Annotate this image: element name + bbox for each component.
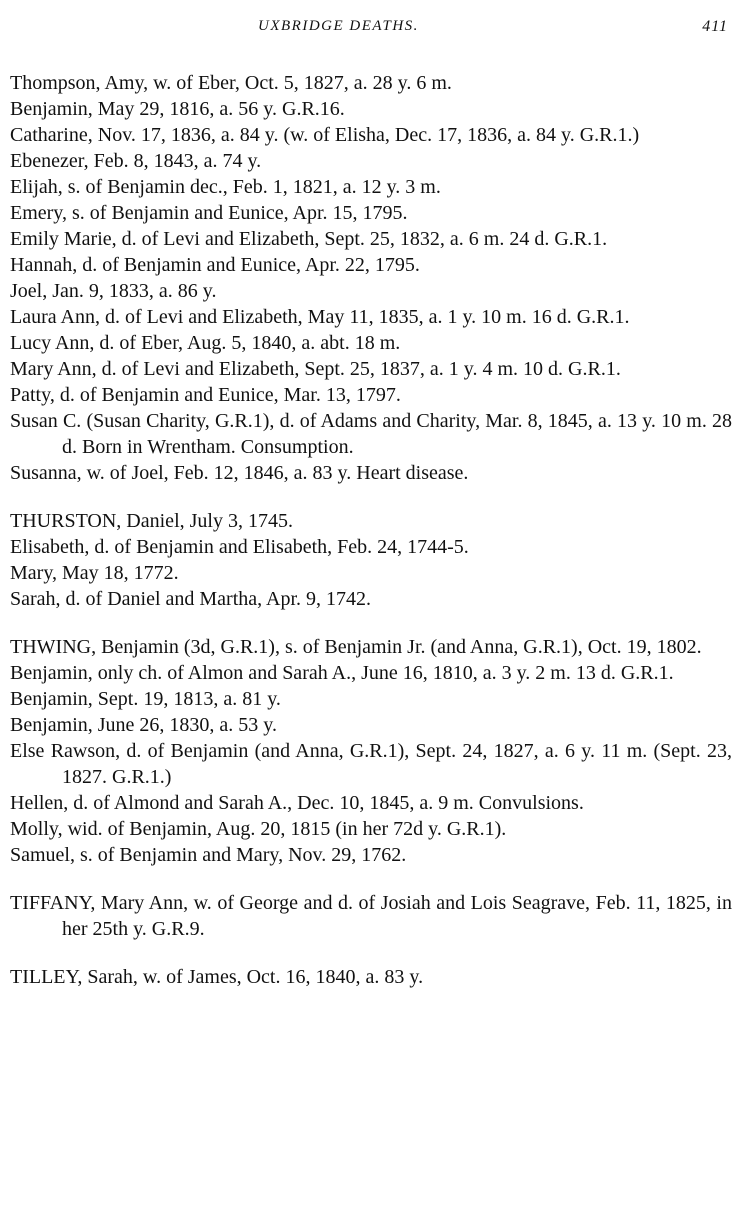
- section-tilley: [10, 964, 732, 990]
- entry: Samuel, s. of Benjamin and Mary, Nov. 29, 1762.: [10, 844, 407, 866]
- entry: Benjamin, May 29, 1816, a. 56 y. G.R.16.: [10, 98, 345, 120]
- entry: Sarah, d. of Daniel and Martha, Apr. 9, 1742.: [10, 588, 372, 610]
- entry: Susan C. (Susan Charity, G.R.1), d. of Adams and Charity, Mar. 8, 1845, a. 13 y. 10 m. 28 d. Born in Wrentham. Consumption.: [10, 410, 732, 458]
- section-thompson: [10, 70, 732, 486]
- entry: THWING, Benjamin (3d, G.R.1), s. of Benjamin Jr. (and Anna, G.R.1), Oct. 19, 1802.: [10, 636, 702, 658]
- section-thurston: [10, 508, 732, 612]
- entry: Benjamin, only ch. of Almon and Sarah A., June 16, 1810, a. 3 y. 2 m. 13 d. G.R.1.: [10, 662, 674, 684]
- page-number: 411: [702, 18, 728, 35]
- entry: Joel, Jan. 9, 1833, a. 86 y.: [10, 280, 217, 302]
- entries-list: [10, 70, 732, 1012]
- entry: TILLEY, Sarah, w. of James, Oct. 16, 1840, a. 83 y.: [10, 966, 424, 988]
- entry: Susanna, w. of Joel, Feb. 12, 1846, a. 83 y. Heart disease.: [10, 462, 469, 484]
- entry: Benjamin, Sept. 19, 1813, a. 81 y.: [10, 688, 281, 710]
- entry: Elijah, s. of Benjamin dec., Feb. 1, 1821, a. 12 y. 3 m.: [10, 176, 441, 198]
- entry: THURSTON, Daniel, July 3, 1745.: [10, 510, 293, 532]
- entry: Thompson, Amy, w. of Eber, Oct. 5, 1827, a. 28 y. 6 m.: [10, 72, 452, 94]
- section-thwing: [10, 634, 732, 868]
- entry: Molly, wid. of Benjamin, Aug. 20, 1815 (in her 72d y. G.R.1).: [10, 818, 507, 840]
- entry: Lucy Ann, d. of Eber, Aug. 5, 1840, a. abt. 18 m.: [10, 332, 401, 354]
- entry: Patty, d. of Benjamin and Eunice, Mar. 13, 1797.: [10, 384, 401, 406]
- running-title: UXBRIDGE DEATHS.: [258, 18, 419, 34]
- entry: Hellen, d. of Almond and Sarah A., Dec. 10, 1845, a. 9 m. Convulsions.: [10, 792, 584, 814]
- entry: Emily Marie, d. of Levi and Elizabeth, Sept. 25, 1832, a. 6 m. 24 d. G.R.1.: [10, 228, 608, 250]
- entry: Emery, s. of Benjamin and Eunice, Apr. 15, 1795.: [10, 202, 408, 224]
- page-header: [0, 18, 738, 42]
- entry: Mary, May 18, 1772.: [10, 562, 179, 584]
- entry: Laura Ann, d. of Levi and Elizabeth, May 11, 1835, a. 1 y. 10 m. 16 d. G.R.1.: [10, 306, 630, 328]
- entry: Benjamin, June 26, 1830, a. 53 y.: [10, 714, 278, 736]
- entry: Mary Ann, d. of Levi and Elizabeth, Sept. 25, 1837, a. 1 y. 4 m. 10 d. G.R.1.: [10, 358, 621, 380]
- entry: TIFFANY, Mary Ann, w. of George and d. of Josiah and Lois Seagrave, Feb. 11, 1825, in her 25th y. G.R.9.: [10, 892, 732, 940]
- section-tiffany: [10, 890, 732, 942]
- entry: Else Rawson, d. of Benjamin (and Anna, G.R.1), Sept. 24, 1827, a. 6 y. 11 m. (Sept. 23, 1827. G.R.1.): [10, 740, 732, 788]
- entry: Hannah, d. of Benjamin and Eunice, Apr. 22, 1795.: [10, 254, 420, 276]
- entry: Elisabeth, d. of Benjamin and Elisabeth, Feb. 24, 1744-5.: [10, 536, 469, 558]
- entry: Ebenezer, Feb. 8, 1843, a. 74 y.: [10, 150, 262, 172]
- entry: Catharine, Nov. 17, 1836, a. 84 y. (w. of Elisha, Dec. 17, 1836, a. 84 y. G.R.1.): [10, 124, 640, 146]
